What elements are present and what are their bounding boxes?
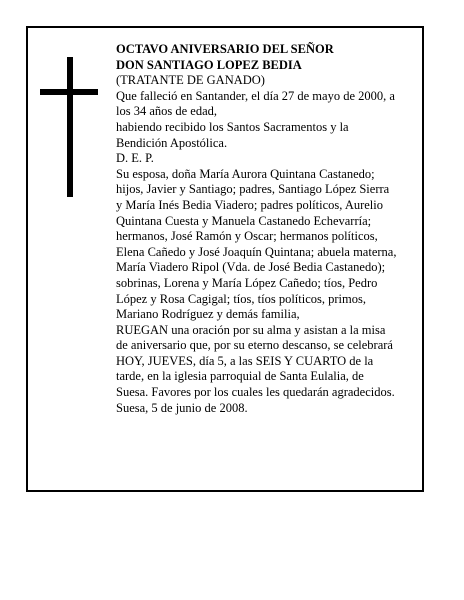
sacraments-line-2: Bendición Apostólica. [116,135,228,150]
death-line-1: Que falleció en Santander, el día 27 de mayo de 2000, a [116,88,395,103]
family-line: Elena Cañedo y José Joaquín Quintana; abuela materna, [116,244,397,259]
family-line: Quintana Cuesta y Manuela Castanedo Echevarría; [116,213,372,228]
family-line: María Viadero Ripol (Vda. de José Bedia Castanedo); [116,260,386,275]
request-line: HOY, JUEVES, día 5, a las SEIS Y CUARTO de la [116,353,374,368]
occupation: (TRATANTE DE GANADO) [116,73,265,88]
heading-line-2: DON SANTIAGO LOPEZ BEDIA [116,57,302,72]
cross-icon [40,57,98,197]
request-line: RUEGAN una oración por su alma y asistan a la misa [116,322,386,337]
family-line: Su esposa, doña María Aurora Quintana Castanedo; [116,166,375,181]
family-line: hijos, Javier y Santiago; padres, Santiago López Sierra [116,182,390,197]
family-line: Mariano Rodríguez y demás familia, [116,307,300,322]
request-line: Suesa. Favores por los cuales les quedarán agradecidos. [116,385,395,400]
cross-vertical-bar [67,57,73,197]
dep-line: D. E. P. [116,151,154,166]
death-line-2: los 34 años de edad, [116,104,218,119]
family-line: López y Rosa Cagigal; tíos, tíos políticos, primos, [116,291,366,306]
place-date: Suesa, 5 de junio de 2008. [116,400,248,415]
request-line: tarde, en la iglesia parroquial de Santa Eulalia, de [116,369,364,384]
family-line: y María Inés Bedia Viadero; padres políticos, Aurelio [116,197,384,212]
family-line: hermanos, José Ramón y Oscar; hermanos políticos, [116,229,378,244]
obituary-notice [26,26,424,492]
sacraments-line-1: habiendo recibido los Santos Sacramentos y la [116,119,349,134]
request-line: de aniversario que, por su eterno descanso, se celebrará [116,338,393,353]
heading-line-1: OCTAVO ANIVERSARIO DEL SEÑOR [116,42,334,56]
notice-text [116,42,426,416]
cross-horizontal-bar [40,89,98,95]
family-line: sobrinas, Lorena y María López Cañedo; tíos, Pedro [116,275,378,290]
